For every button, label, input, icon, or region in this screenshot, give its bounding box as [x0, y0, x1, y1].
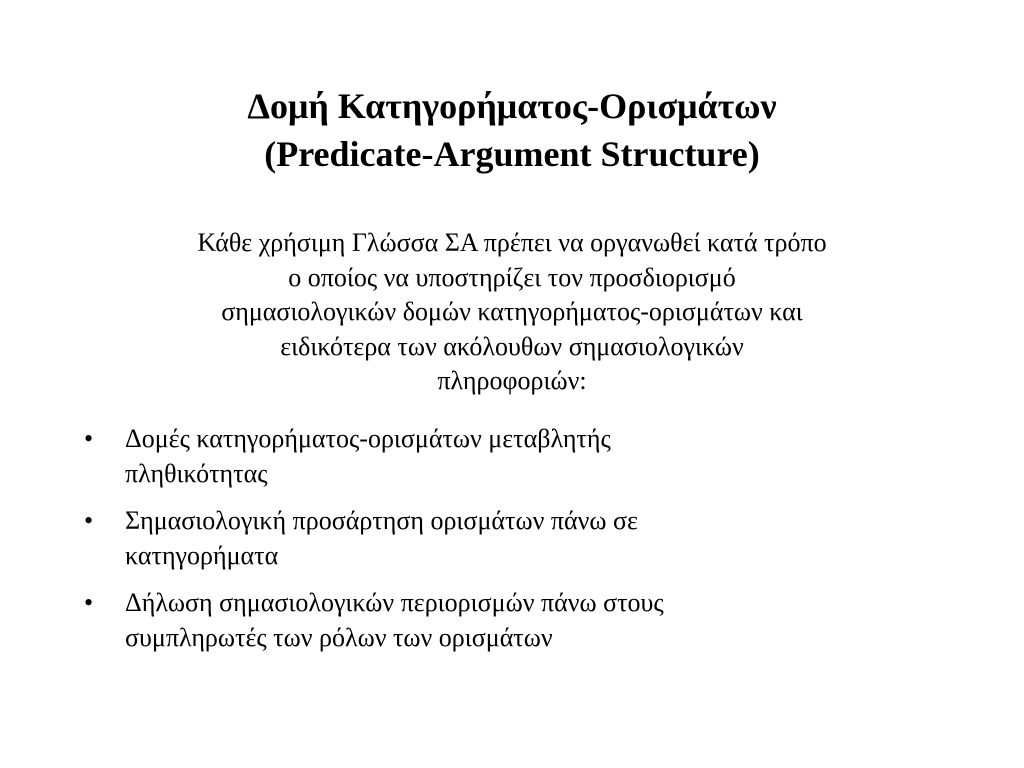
- bullet-line: Δήλωση σημασιολογικών περιορισμών πάνω στους: [125, 588, 664, 617]
- intro-paragraph: [80, 226, 944, 399]
- bullet-item: [84, 504, 944, 573]
- slide-title-english: (Predicate-Argument Structure): [264, 134, 760, 174]
- slide-title-greek: Δομή Κατηγορήματος-Ορισμάτων: [247, 86, 777, 126]
- bullet-text: [125, 504, 944, 573]
- bullet-text: [125, 422, 944, 491]
- intro-line: Κάθε χρήσιμη Γλώσσα ΣΑ πρέπει να οργανωθεί κατά τρόπο: [197, 228, 827, 257]
- intro-line: ειδικότερα των ακόλουθων σημασιολογικών: [280, 331, 744, 361]
- bullet-item: [84, 586, 944, 655]
- intro-line: σημασιολογικών δομών κατηγορήματος-ορισμάτων και: [221, 297, 803, 326]
- bullet-dot-icon: •: [84, 424, 94, 453]
- bullet-dot-icon: •: [84, 506, 94, 535]
- bullet-line: κατηγορήματα: [125, 540, 279, 570]
- bullet-line: Δομές κατηγορήματος-ορισμάτων μεταβλητής: [125, 424, 611, 453]
- bullet-text: [125, 586, 944, 655]
- bullet-line: συμπληρωτές των ρόλων των ορισμάτων: [125, 622, 553, 652]
- bullet-item: [84, 422, 944, 491]
- slide-title: [80, 82, 944, 178]
- bullet-line: Σημασιολογική προσάρτηση ορισμάτων πάνω σε: [125, 506, 638, 535]
- bullet-line: πληθικότητας: [125, 458, 268, 488]
- intro-line: πληροφοριών:: [437, 366, 587, 395]
- bullet-dot-icon: •: [84, 588, 94, 617]
- bullet-list: [84, 422, 944, 668]
- intro-line: ο οποίος να υποστηρίζει τον προσδιορισμό: [288, 262, 736, 292]
